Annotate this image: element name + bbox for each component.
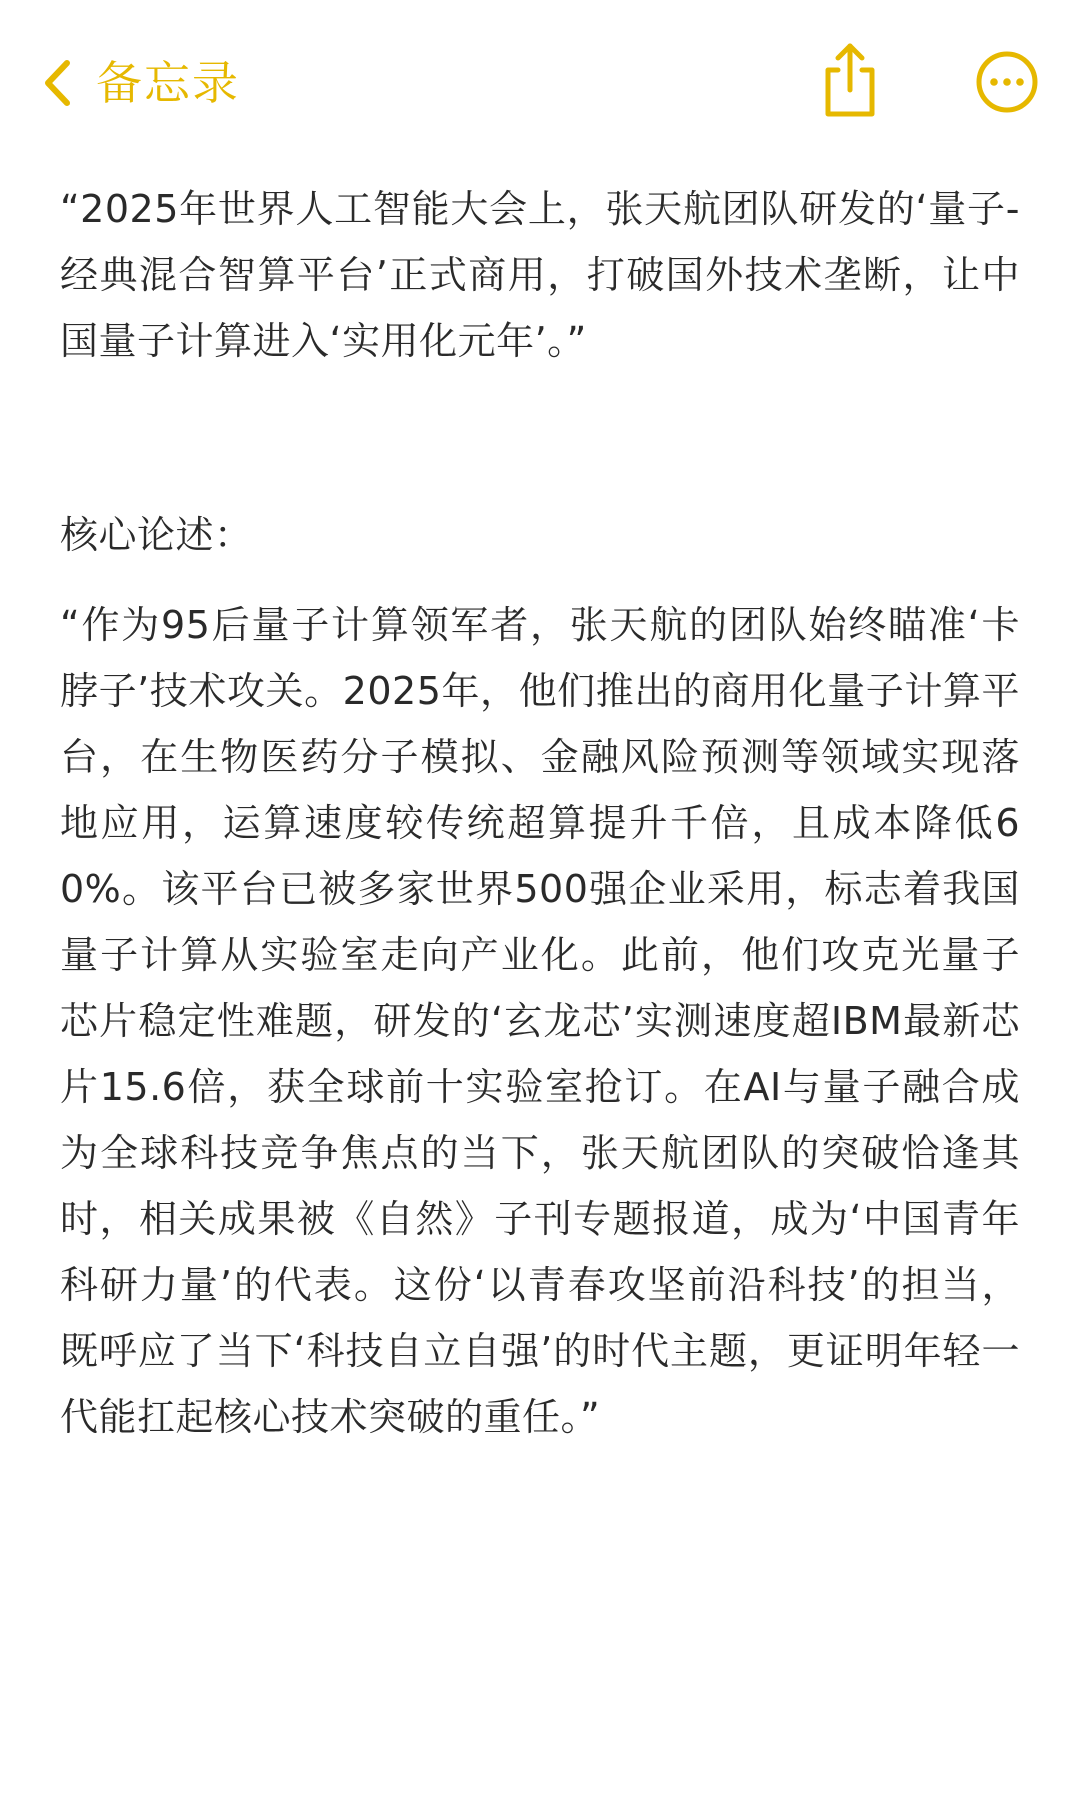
note-body[interactable] <box>60 176 1020 1450</box>
chevron-left-icon <box>40 57 74 109</box>
more-icon <box>975 50 1039 114</box>
navigation-bar <box>0 0 1080 160</box>
section-heading: 核心论述： <box>60 513 253 557</box>
back-label: 备忘录 <box>96 56 240 110</box>
more-button[interactable] <box>975 50 1039 114</box>
back-button[interactable] <box>40 48 240 118</box>
intro-quote: “2025年世界人工智能大会上，张天航团队研发的‘量子-经典混合智算平台’正式商用，打破国外技术垄断，让中国量子计算进入‘实用化元年’。” <box>60 187 1020 363</box>
share-icon <box>818 40 882 120</box>
main-quote: “作为95后量子计算领军者，张天航的团队始终瞄准‘卡脖子’技术攻关。2025年，他们推出的商用化量子计算平台，在生物医药分子模拟、金融风险预测等领域实现落地应用，运算速度较传统超算提升千倍，且成本降低60%。该平台已被多家世界500强企业采用，标志着我国量子计算从实验室走向产业化。此前，他们攻克光量子芯片稳定性难题，研发的‘玄龙芯’实测速度超IBM最新芯片15.6倍，获全球前十实验室抢订。在AI与量子融合成为全球科技竞争焦点的当下，张天航团队的突破恰逢其时，相关成果被《自然》子刊专题报道，成为‘中国青年科研力量’的代表。这份‘以青春攻坚前沿科技’的担当，既呼应了当下‘科技自立自强’的时代主题，更证明年轻一代能扛起核心技术突破的重任。” <box>60 603 1020 1439</box>
share-button[interactable] <box>818 40 882 120</box>
